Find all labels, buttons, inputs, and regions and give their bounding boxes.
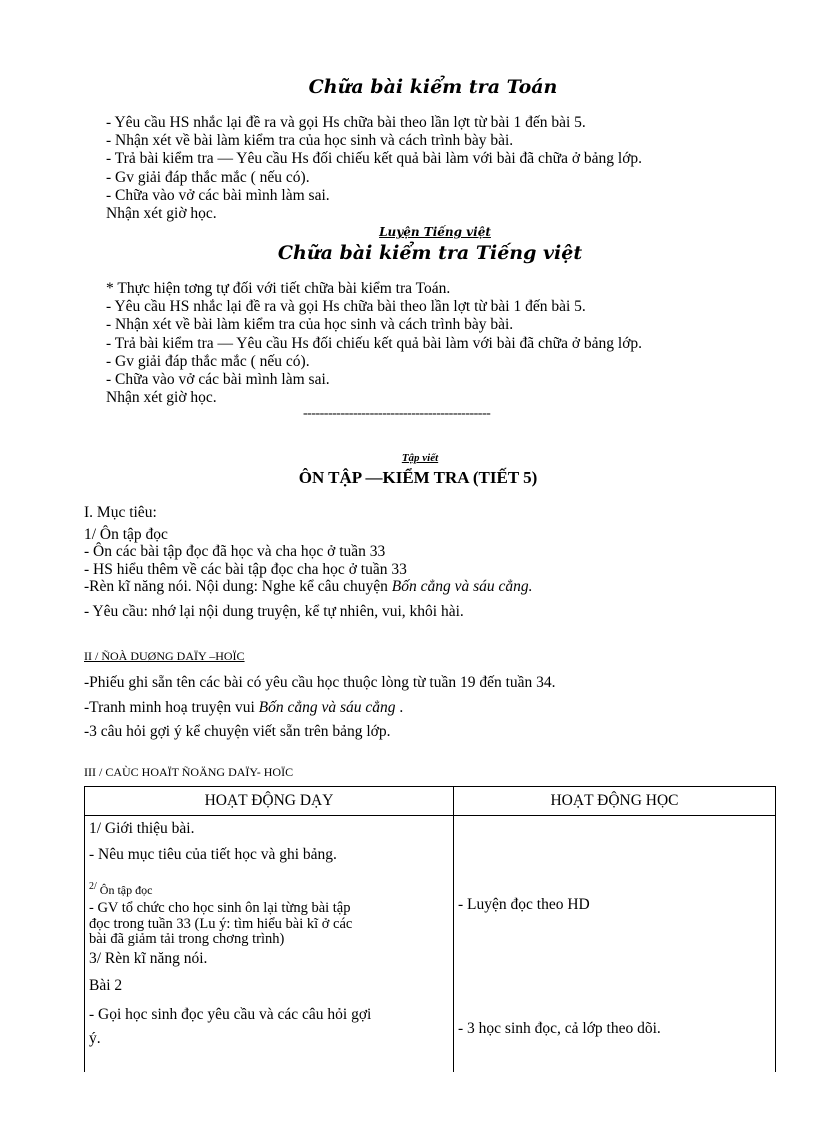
dodung-2-suffix: . <box>395 698 404 716</box>
tiengviet-line: - Yêu cầu HS nhắc lại đề ra và gọi Hs chữa bài theo lần lợt từ bài 1 đến bài 5. <box>106 298 586 316</box>
ontap-line <box>89 878 449 899</box>
table-row <box>85 816 776 1073</box>
dodung-2-story: Bốn cẳng và sáu cẳng <box>258 698 396 716</box>
dodung-section <box>84 674 556 741</box>
gv-tochuc-line: bài đã giảm tải trong chơng trình) <box>89 931 285 947</box>
toan-line: - Nhận xét về bài làm kiểm tra của học sinh và cách trình bày bài. <box>106 132 514 150</box>
tiengviet-title: Chữa bài kiểm tra Tiếng việt <box>277 242 583 264</box>
goihs-line: - Gọi học sinh đọc yêu cầu và các câu hỏi gợi <box>89 1005 372 1023</box>
tiengviet-subject: Luyện Tiếng việt <box>379 225 491 239</box>
gioithieu-line: 1/ Giới thiệu bài. <box>89 820 195 837</box>
ontap-num: 2/ <box>89 881 97 892</box>
tiengviet-line: - Trả bài kiểm tra — Yêu cầu Hs đối chiếu kết quả bài làm với bài đã chữa ở bảng lớp. <box>106 334 643 352</box>
dodung-line: -3 câu hỏi gợi ý kể chuyện viết sẵn trên bảng lớp. <box>84 723 391 740</box>
kechuyen-story: Bốn cẳng và sáu cẳng. <box>391 578 533 595</box>
hoatdong-heading: III / CAÙC HOAÏT ÑOÄNG DAÏY- HOÏC <box>84 765 294 779</box>
toan-title: Chữa bài kiểm tra Toán <box>308 76 558 98</box>
student-activities <box>458 896 771 1038</box>
student-cell <box>454 816 776 1073</box>
gv-tochuc-line: đọc trong tuần 33 (Lu ý: tìm hiểu bài kĩ ở các <box>89 915 353 932</box>
table-header-row <box>85 787 776 816</box>
goihs-block <box>89 1003 449 1051</box>
tiengviet-lines <box>106 280 642 407</box>
luyendoc-line: - Luyện đọc theo HD <box>458 896 590 913</box>
tiengviet-line: - Nhận xét về bài làm kiểm tra của học sinh và cách trình bày bài. <box>106 316 514 334</box>
tiengviet-line: - Chữa vào vở các bài mình làm sai. <box>106 371 330 389</box>
teacher-activities <box>89 820 449 1051</box>
hocsinhdoc-line: - 3 học sinh đọc, cả lớp theo dõi. <box>458 1020 661 1037</box>
kechuyen-prefix: -Rèn kĩ năng nói. Nội dung: Nghe kể câu chuyện <box>84 578 392 595</box>
dodung-2-prefix: -Tranh minh hoạ truyện vui <box>84 698 259 716</box>
neumuctieu-line: - Nêu mục tiêu của tiết học và ghi bảng. <box>89 846 337 863</box>
toan-line: Nhận xét giờ học. <box>106 205 217 223</box>
renki-line: 3/ Rèn kĩ năng nói. <box>89 949 208 967</box>
col-header-teacher: HOẠT ĐỘNG DẠY <box>85 787 454 816</box>
goihs-line: ý. <box>89 1029 101 1047</box>
toan-lines <box>106 114 642 223</box>
toan-line: - Gv giải đáp thắc mắc ( nếu có). <box>106 168 310 186</box>
muctieu-line: 1/ Ôn tập đọc <box>84 525 168 543</box>
tapviet-title: ÔN TẬP —KIỂM TRA (TIẾT 5) <box>298 468 538 487</box>
section-separator: --------------------------------------------- <box>303 406 491 421</box>
muctieu-line: - HS hiểu thêm về các bài tập đọc cha học ở tuần 33 <box>84 560 407 578</box>
tiengviet-line: - Gv giải đáp thắc mắc ( nếu có). <box>106 352 310 370</box>
col-header-student: HOẠT ĐỘNG HỌC <box>454 787 776 816</box>
tiengviet-line: Nhận xét giờ học. <box>106 389 217 407</box>
tiengviet-line: * Thực hiện tơng tự đối với tiết chữa bài kiểm tra Toán. <box>106 280 451 297</box>
dodung-heading: II / ÑOÀ DUØNG DAÏY –HOÏC <box>84 649 245 663</box>
gv-tochuc-line: - GV tổ chức cho học sinh ôn lại từng bài tập <box>89 900 351 916</box>
teacher-cell <box>85 816 454 1073</box>
muctieu-section <box>84 504 533 620</box>
gv-tochuc <box>89 901 449 948</box>
kechuyen-line <box>84 578 533 596</box>
toan-line: - Chữa vào vở các bài mình làm sai. <box>106 186 330 204</box>
bai2-line: Bài 2 <box>89 976 123 994</box>
yeucau-line: - Yêu cầu: nhớ lại nội dung truyện, kể tự nhiên, vui, khôi hài. <box>84 602 464 620</box>
muctieu-line: - Ôn các bài tập đọc đã học và cha học ở tuần 33 <box>84 543 386 560</box>
toan-line: - Yêu cầu HS nhắc lại đề ra và gọi Hs chữa bài theo lần lợt từ bài 1 đến bài 5. <box>106 114 586 131</box>
ontap-label: Ôn tập đọc <box>96 883 153 897</box>
dodung-line: -Phiếu ghi sẵn tên các bài có yêu cầu học thuộc lòng từ tuần 19 đến tuần 34. <box>84 674 556 691</box>
muctieu-heading: I. Mục tiêu: <box>84 504 157 521</box>
toan-line: - Trả bài kiểm tra — Yêu cầu Hs đối chiếu kết quả bài làm với bài đã chữa ở bảng lớp. <box>106 150 643 168</box>
tapviet-subject: Tập viết <box>401 452 439 464</box>
dodung-line <box>84 699 556 717</box>
activities-table <box>84 786 776 1072</box>
